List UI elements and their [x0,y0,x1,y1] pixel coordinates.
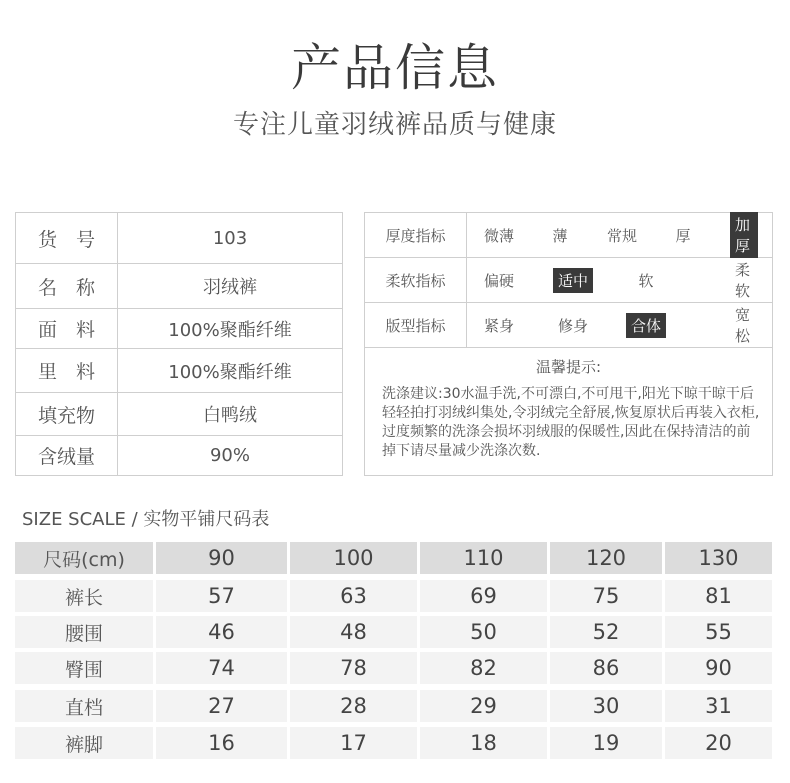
size-cell: 90 [665,652,772,684]
info-row-lining [16,348,342,392]
size-table-row [15,690,774,722]
info-value: 羽绒裤 [203,277,257,298]
size-cell: 55 [665,616,772,648]
size-cell: 28 [290,690,417,722]
info-row-item-no [16,213,342,263]
info-label: 填充物 [16,393,118,435]
size-cell: 19 [550,727,662,759]
size-table-row [15,652,774,684]
index-option: 微薄 [483,226,515,245]
index-option: 薄 [552,226,568,245]
care-tip-title: 温馨提示: [535,358,602,376]
size-cell: 20 [665,727,772,759]
index-option: 偏硬 [483,271,515,290]
index-option: 柔软 [735,261,751,300]
size-cell: 50 [420,616,547,648]
care-tip-body: 洗涤建议:30水温手洗,不可漂白,不可甩干,阳光下晾干晾干后轻轻拍打羽绒纠集处,令羽绒完全舒展,恢复原状后再装入衣柜,过度频繁的洗涤会损坏羽绒服的保暖性,因此在保持清洁的前掉下请尽量减少洗涤次数. [382,386,760,459]
size-cell: 48 [290,616,417,648]
index-row-softness [365,258,772,303]
info-row-filling [16,392,342,435]
index-option-selected: 合体 [626,303,666,347]
info-label: 名 称 [16,264,118,308]
size-table-row [15,616,774,648]
index-option-selected: 加厚 [730,213,758,257]
info-value: 100%聚酯纤维 [168,361,292,383]
size-header-cell: 尺码(cm) [15,542,153,574]
size-cell: 82 [420,652,547,684]
size-table-header [15,542,774,574]
product-indices-table [364,212,773,476]
size-row-label: 直档 [15,690,153,722]
size-cell: 86 [550,652,662,684]
index-row-fit [365,303,772,348]
info-row-shell-fabric [16,308,342,348]
info-label: 里 料 [16,349,118,392]
info-value: 100%聚酯纤维 [168,319,292,341]
size-row-label: 裤长 [15,580,153,612]
index-label: 柔软指标 [365,258,467,302]
size-table-row [15,580,774,612]
info-label: 货 号 [16,213,118,263]
size-cell: 57 [156,580,287,612]
index-option-selected: 适中 [553,258,593,302]
size-header-cell: 110 [420,542,547,574]
index-option: 紧身 [483,316,515,335]
size-cell: 30 [550,690,662,722]
size-row-label: 臀围 [15,652,153,684]
size-cell: 81 [665,580,772,612]
info-value: 白鸭绒 [203,405,257,426]
info-label: 面 料 [16,309,118,348]
size-table-caption: SIZE SCALE / 实物平铺尺码表 [22,509,270,530]
index-label: 厚度指标 [365,213,467,257]
size-cell: 75 [550,580,662,612]
size-cell: 27 [156,690,287,722]
info-value: 90% [209,445,250,466]
index-option: 厚 [675,226,691,245]
size-cell: 29 [420,690,547,722]
info-value: 103 [212,227,248,249]
size-cell: 46 [156,616,287,648]
page-subtitle: 专注儿童羽绒裤品质与健康 [232,110,557,140]
size-header-cell: 100 [290,542,417,574]
index-option: 宽松 [735,306,751,345]
size-cell: 69 [420,580,547,612]
size-cell: 78 [290,652,417,684]
size-header-cell: 90 [156,542,287,574]
info-label: 含绒量 [16,436,118,475]
size-cell: 17 [290,727,417,759]
size-row-label: 裤脚 [15,727,153,759]
size-header-cell: 130 [665,542,772,574]
product-info-table [15,212,343,476]
info-row-down-content [16,435,342,475]
size-row-label: 腰围 [15,616,153,648]
size-table-row [15,727,774,759]
page-title: 产品信息 [291,39,499,97]
size-cell: 63 [290,580,417,612]
index-option: 软 [638,271,654,290]
size-cell: 16 [156,727,287,759]
size-cell: 52 [550,616,662,648]
index-row-thickness [365,213,772,258]
index-label: 版型指标 [365,303,467,347]
size-header-cell: 120 [550,542,662,574]
info-row-name [16,263,342,308]
size-cell: 74 [156,652,287,684]
index-option: 修身 [557,316,589,335]
index-option: 常规 [606,226,638,245]
size-cell: 31 [665,690,772,722]
size-cell: 18 [420,727,547,759]
